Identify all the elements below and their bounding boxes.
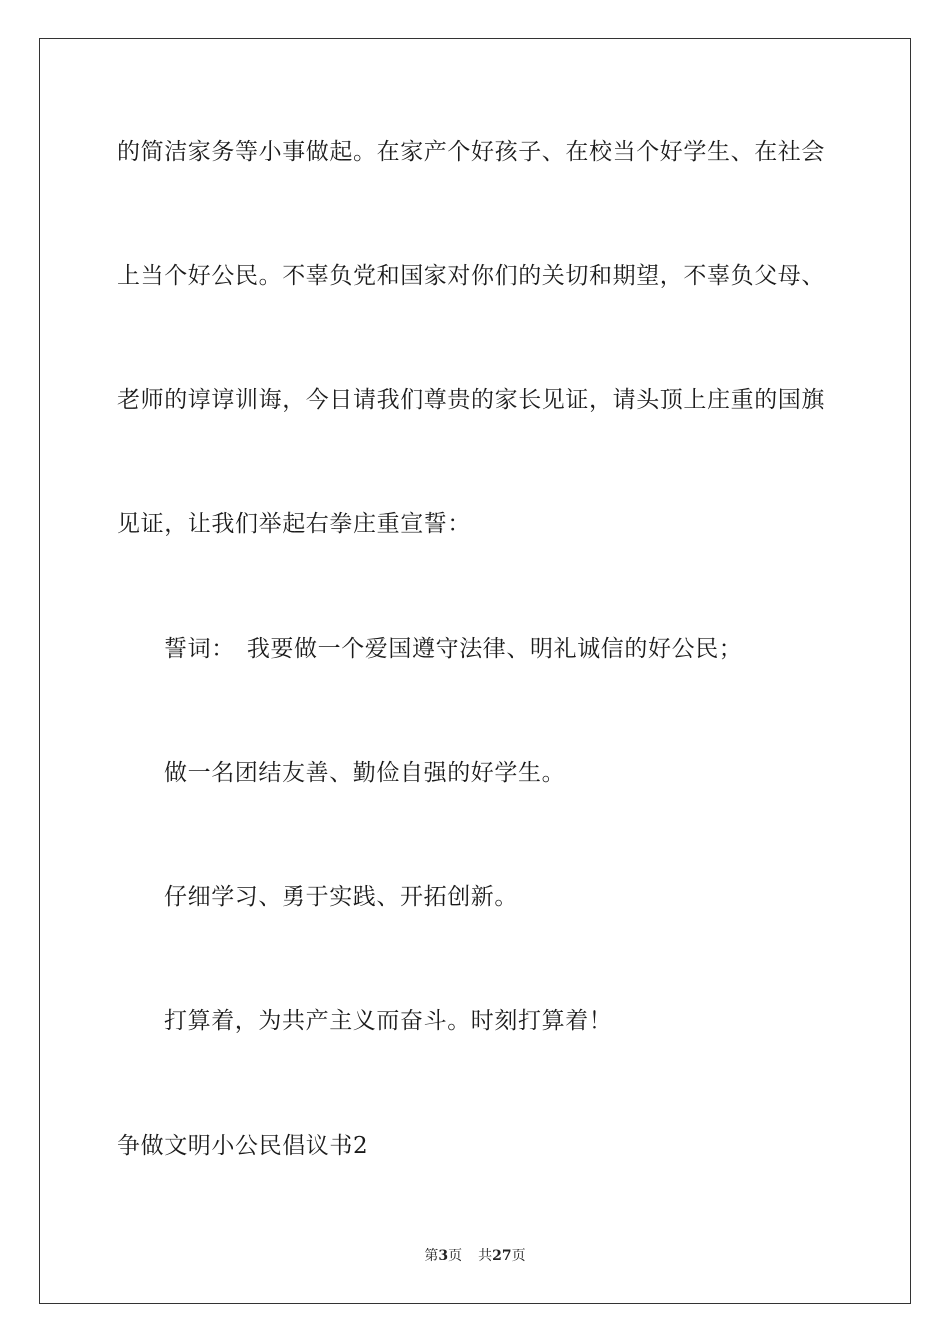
next-section-title: 争做文明小公民倡议书2 [117,1133,369,1159]
body-line-2: 上当个好公民。不辜负党和国家对你们的关切和期望，不辜负父母、 [117,263,825,289]
page-border [39,38,911,1304]
footer-total-suffix: 页 [511,1248,526,1264]
oath-label: 誓词： [164,636,235,662]
body-line-1: 的简洁家务等小事做起。在家产个好孩子、在校当个好学生、在社会 [117,139,825,165]
oath-line-4: 打算着，为共产主义而奋斗。时刻打算着！ [164,1008,613,1034]
oath-line-2: 做一名团结友善、勤俭自强的好学生。 [164,760,566,786]
body-line-3: 老师的谆谆训诲，今日请我们尊贵的家长见证，请头顶上庄重的国旗 [117,387,825,413]
oath-line [164,634,742,664]
body-line-4: 见证，让我们举起右拳庄重宣誓： [117,511,471,537]
oath-text: 我要做一个爱国遵守法律、明礼诚信的好公民； [246,636,743,662]
footer-total-prefix: 共 [478,1248,493,1264]
footer-total-pages: 27 [492,1248,512,1264]
footer-prefix: 第 [424,1248,439,1264]
oath-line-3: 仔细学习、勇于实践、开拓创新。 [164,884,518,910]
page-footer [0,1246,950,1266]
footer-page-number: 3 [438,1248,449,1264]
footer-page-suffix: 页 [448,1248,463,1264]
